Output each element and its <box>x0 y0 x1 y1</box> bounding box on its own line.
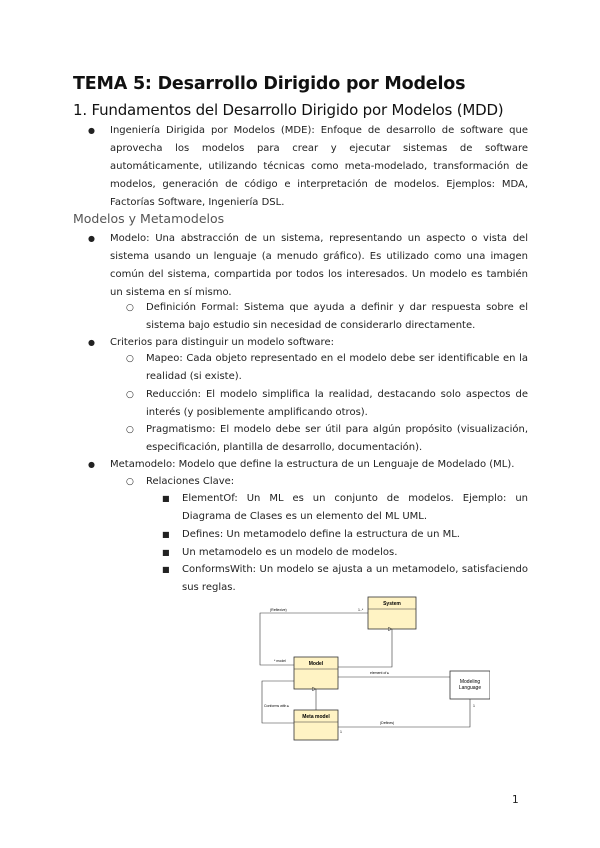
bullet-square: ■ <box>162 494 170 503</box>
metamodel-diagram <box>250 595 490 745</box>
language-box-label: Modeling Language <box>458 679 482 691</box>
metamodel-box <box>294 710 338 740</box>
paragraph-defines: Defines: Un metamodelo define la estructura de un ML. <box>182 529 460 540</box>
bullet-circle: ○ <box>126 354 134 364</box>
system-box-label: System <box>383 601 401 607</box>
bullet-disc: ● <box>88 460 95 469</box>
defines-association <box>338 699 470 727</box>
model-system-generalization <box>338 629 392 667</box>
bullet-circle: ○ <box>126 390 134 400</box>
paragraph-relaciones: Relaciones Clave: <box>146 476 235 487</box>
paragraph-metamodelo: Metamodelo: Modelo que define la estructura de un Lenguaje de Modelado (ML). <box>110 459 515 470</box>
element-of-label: element of ▸ <box>370 671 390 675</box>
subsection-heading: Modelos y Metamodelos <box>73 211 225 226</box>
page-title: TEMA 5: Desarrollo Dirigido por Modelos <box>73 74 466 94</box>
bullet-square: ■ <box>162 548 170 557</box>
system-box <box>368 597 416 629</box>
system-multiplicity: 1..* <box>358 608 364 612</box>
paragraph-reduccion: Reducción: El modelo simplifica la realidad, destacando solo aspectos de interés (y posiblemente amplificando otros). <box>146 389 528 418</box>
language-box <box>450 671 490 699</box>
language-multiplicity: 1 <box>473 704 475 708</box>
paragraph-criterios: Criterios para distinguir un modelo software: <box>110 337 334 348</box>
paragraph-modelo: Modelo: Una abstracción de un sistema, representando un aspecto o vista del sistema usando un lenguaje (a menudo gráfico). Es utilizado como una imagen común del sistema, compartida por todos los interesados. Un modelo es también un sistema en sí mismo. <box>110 233 528 298</box>
bullet-disc: ● <box>88 234 95 243</box>
metamodel-box-label: Meta model <box>302 714 330 720</box>
paragraph-metamodelos: Un metamodelo es un modelo de modelos. <box>182 547 398 558</box>
paragraph-pragmatismo: Pragmatismo: El modelo debe ser útil para algún propósito (visualización, especificación, plantilla de desarrollo, documentación). <box>146 424 528 453</box>
model-box <box>294 657 338 689</box>
conforms-with-label: Conforms with ▸ <box>264 704 290 708</box>
bullet-square: ■ <box>162 565 170 574</box>
bullet-square: ■ <box>162 530 170 539</box>
reflexive-top-label: (Reflexive) <box>270 608 287 612</box>
page-number: 1 <box>512 794 519 806</box>
bullet-circle: ○ <box>126 425 134 435</box>
defines-label: (Defines) <box>380 721 395 725</box>
bullet-circle: ○ <box>126 303 134 313</box>
section-heading: 1. Fundamentos del Desarrollo Dirigido por Modelos (MDD) <box>73 101 504 119</box>
metamodel-multiplicity: 1 <box>340 730 342 734</box>
paragraph-elementof: ElementOf: Un ML es un conjunto de modelos. Ejemplo: un Diagrama de Clases es un elemento del ML UML. <box>182 493 528 522</box>
bullet-disc: ● <box>88 338 95 347</box>
paragraph-mde: Ingeniería Dirigida por Modelos (MDE): Enfoque de desarrollo de software que aprovecha los modelos para crear y ejecutar sistemas de software automáticamente, utilizando técnicas como meta-modelado, transformación de modelos, generación de código e interpretación de modelos. Ejemplos: MDA, Factorías Software, Ingeniería DSL. <box>110 125 528 208</box>
model-box-label: Model <box>308 661 324 667</box>
paragraph-conforms: ConformsWith: Un modelo se ajusta a un metamodelo, satisfaciendo sus reglas. <box>182 564 528 593</box>
paragraph-mapeo: Mapeo: Cada objeto representado en el modelo debe ser identificable en la realidad (si existe). <box>146 353 528 382</box>
conforms-with-association <box>262 681 294 723</box>
bullet-circle: ○ <box>126 477 134 487</box>
paragraph-definicion: Definición Formal: Sistema que ayuda a definir y dar respuesta sobre el sistema bajo estudio sin necesidad de considerarlo directamente. <box>146 302 528 331</box>
bullet-disc: ● <box>88 126 95 135</box>
model-left-label: * model <box>274 659 286 663</box>
